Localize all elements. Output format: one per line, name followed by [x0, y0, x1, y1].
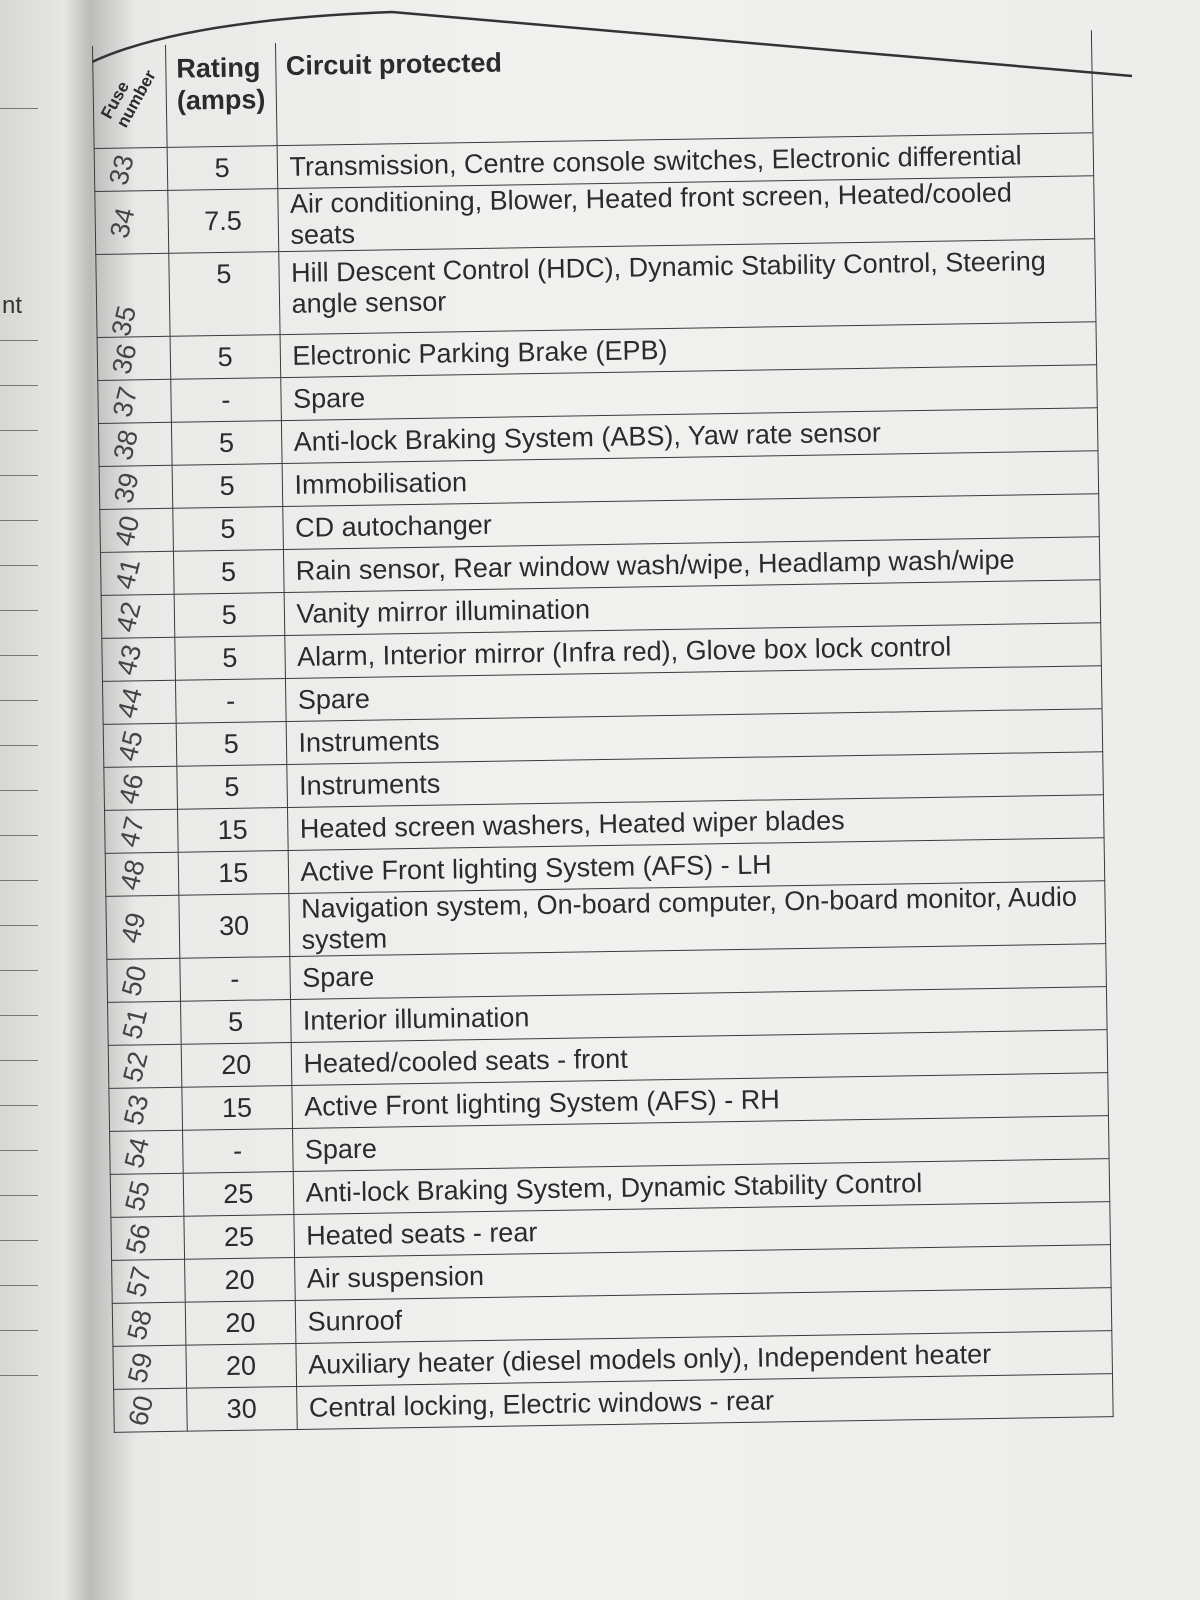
fuse-table-container: [92, 30, 1134, 1433]
circuit-cell: Immobilisation: [282, 451, 1099, 507]
circuit-cell: Spare: [285, 666, 1102, 722]
circuit-cell: Spare: [280, 365, 1097, 421]
fuse-number-cell: 59: [113, 1345, 187, 1389]
divider: [0, 565, 38, 566]
rating-cell: 15: [178, 851, 288, 896]
fuse-table-body: [94, 133, 1113, 1433]
rating-cell: 20: [185, 1257, 295, 1302]
circuit-cell: Navigation system, On-board computer, On-board monitor, Audio system: [288, 881, 1105, 957]
divider: [0, 790, 38, 791]
fuse-number-cell: 37: [98, 379, 172, 423]
rating-cell: 30: [187, 1386, 297, 1431]
circuit-cell: Anti-lock Braking System (ABS), Yaw rate sensor: [281, 408, 1098, 464]
fuse-number-cell: 38: [98, 422, 172, 466]
rating-cell: 5: [174, 593, 284, 638]
circuit-cell: Central locking, Electric windows - rear: [296, 1374, 1113, 1430]
circuit-cell: Air suspension: [294, 1245, 1111, 1301]
divider: [0, 1150, 38, 1151]
rating-cell: -: [171, 378, 281, 423]
fuse-number-cell: 49: [106, 895, 180, 959]
rating-cell: 5: [173, 550, 283, 595]
fuse-number-cell: 47: [105, 809, 179, 853]
header-rating: Rating (amps): [165, 43, 276, 147]
rating-cell: 25: [184, 1214, 294, 1259]
rating-cell: 5: [172, 464, 282, 509]
circuit-cell: Air conditioning, Blower, Heated front screen, Heated/cooled seats: [277, 176, 1094, 252]
circuit-cell: Active Front lighting System (AFS) - LH: [288, 838, 1105, 894]
divider: [0, 1330, 38, 1331]
divider: [0, 880, 38, 881]
circuit-cell: Spare: [292, 1116, 1109, 1172]
fuse-number-cell: 57: [112, 1259, 186, 1303]
rating-cell: 5: [175, 636, 285, 681]
circuit-cell: Transmission, Centre console switches, Electronic differential: [277, 133, 1094, 189]
circuit-cell: Hill Descent Control (HDC), Dynamic Stability Control, Steering angle sensor: [278, 239, 1096, 335]
fuse-number-cell: 35: [96, 253, 170, 337]
rating-cell: 5: [176, 722, 286, 767]
fuse-number-cell: 51: [108, 1001, 182, 1045]
divider: [0, 925, 38, 926]
divider: [0, 700, 38, 701]
table-header-row: [92, 30, 1092, 148]
divider: [0, 340, 38, 341]
rating-cell: 5: [173, 507, 283, 552]
rating-cell: 15: [182, 1085, 292, 1130]
divider: [0, 430, 38, 431]
rating-cell: 20: [181, 1043, 291, 1088]
fuse-number-cell: 44: [102, 680, 176, 724]
circuit-cell: Alarm, Interior mirror (Infra red), Glove box lock control: [284, 623, 1101, 679]
fuse-number-cell: 33: [94, 147, 168, 191]
fuse-number-cell: 55: [110, 1173, 184, 1217]
circuit-cell: Instruments: [286, 752, 1103, 808]
circuit-cell: Spare: [289, 944, 1106, 1000]
fuse-number-cell: 34: [95, 190, 169, 254]
divider: [0, 1060, 38, 1061]
header-circuit-protected: Circuit protected: [275, 30, 1093, 145]
circuit-cell: CD autochanger: [282, 494, 1099, 550]
fuse-number-cell: 48: [105, 852, 179, 896]
circuit-cell: Auxiliary heater (diesel models only), Independent heater: [295, 1331, 1112, 1387]
circuit-cell: Heated screen washers, Heated wiper blades: [287, 795, 1104, 851]
divider: [0, 1375, 38, 1376]
divider: [0, 1015, 38, 1016]
left-page-text-fragment: nt: [2, 292, 23, 319]
fuse-number-cell: 46: [104, 766, 178, 810]
rating-cell: 20: [186, 1343, 296, 1388]
fuse-number-cell: 39: [99, 465, 173, 509]
rating-cell: 5: [181, 1000, 291, 1045]
divider: [0, 745, 38, 746]
rating-cell: 20: [185, 1300, 295, 1345]
rating-cell: 30: [179, 894, 289, 959]
rating-cell: 5: [169, 252, 280, 337]
fuse-number-cell: 45: [103, 723, 177, 767]
divider: [0, 475, 38, 476]
circuit-cell: Active Front lighting System (AFS) - RH: [291, 1073, 1108, 1129]
header-fuse-number: Fuse number: [92, 45, 167, 149]
divider: [0, 520, 38, 521]
divider: [0, 1240, 38, 1241]
rating-cell: -: [183, 1128, 293, 1173]
table-row: [96, 239, 1096, 338]
fuse-number-cell: 41: [100, 551, 174, 595]
rating-cell: -: [175, 679, 285, 724]
fuse-number-cell: 58: [112, 1302, 186, 1346]
circuit-cell: Heated/cooled seats - front: [291, 1030, 1108, 1086]
circuit-cell: Instruments: [286, 709, 1103, 765]
rating-cell: 5: [167, 146, 277, 191]
divider: [0, 970, 38, 971]
fuse-number-cell: 53: [109, 1087, 183, 1131]
circuit-cell: Rain sensor, Rear window wash/wipe, Headlamp wash/wipe: [283, 537, 1100, 593]
fuse-number-cell: 40: [100, 508, 174, 552]
fuse-number-cell: 54: [110, 1130, 184, 1174]
divider: [0, 1105, 38, 1106]
divider: [0, 1285, 38, 1286]
rating-cell: 7.5: [168, 189, 278, 254]
divider: [0, 108, 38, 109]
fuse-number-cell: 60: [114, 1388, 188, 1432]
rating-cell: 25: [183, 1171, 293, 1216]
rating-cell: 5: [177, 765, 287, 810]
divider: [0, 610, 38, 611]
circuit-cell: Electronic Parking Brake (EPB): [280, 322, 1097, 378]
circuit-cell: Sunroof: [295, 1288, 1112, 1344]
fuse-table: [92, 30, 1114, 1433]
fuse-number-cell: 43: [102, 637, 176, 681]
fuse-number-cell: 50: [107, 958, 181, 1002]
circuit-cell: Heated seats - rear: [293, 1202, 1110, 1258]
divider: [0, 385, 38, 386]
fuse-number-cell: 56: [111, 1216, 185, 1260]
rating-cell: 15: [177, 808, 287, 853]
circuit-cell: Anti-lock Braking System, Dynamic Stability Control: [293, 1159, 1110, 1215]
manual-page: [92, 0, 1200, 1600]
left-page-edge: [0, 0, 92, 1600]
rating-cell: 5: [170, 335, 280, 380]
fuse-number-cell: 52: [108, 1044, 182, 1088]
divider: [0, 835, 38, 836]
circuit-cell: Interior illumination: [290, 987, 1107, 1043]
divider: [0, 655, 38, 656]
circuit-cell: Vanity mirror illumination: [284, 580, 1101, 636]
fuse-number-cell: 42: [101, 594, 175, 638]
rating-cell: -: [180, 957, 290, 1002]
rating-cell: 5: [171, 421, 281, 466]
fuse-number-cell: 36: [97, 336, 171, 380]
divider: [0, 1195, 38, 1196]
